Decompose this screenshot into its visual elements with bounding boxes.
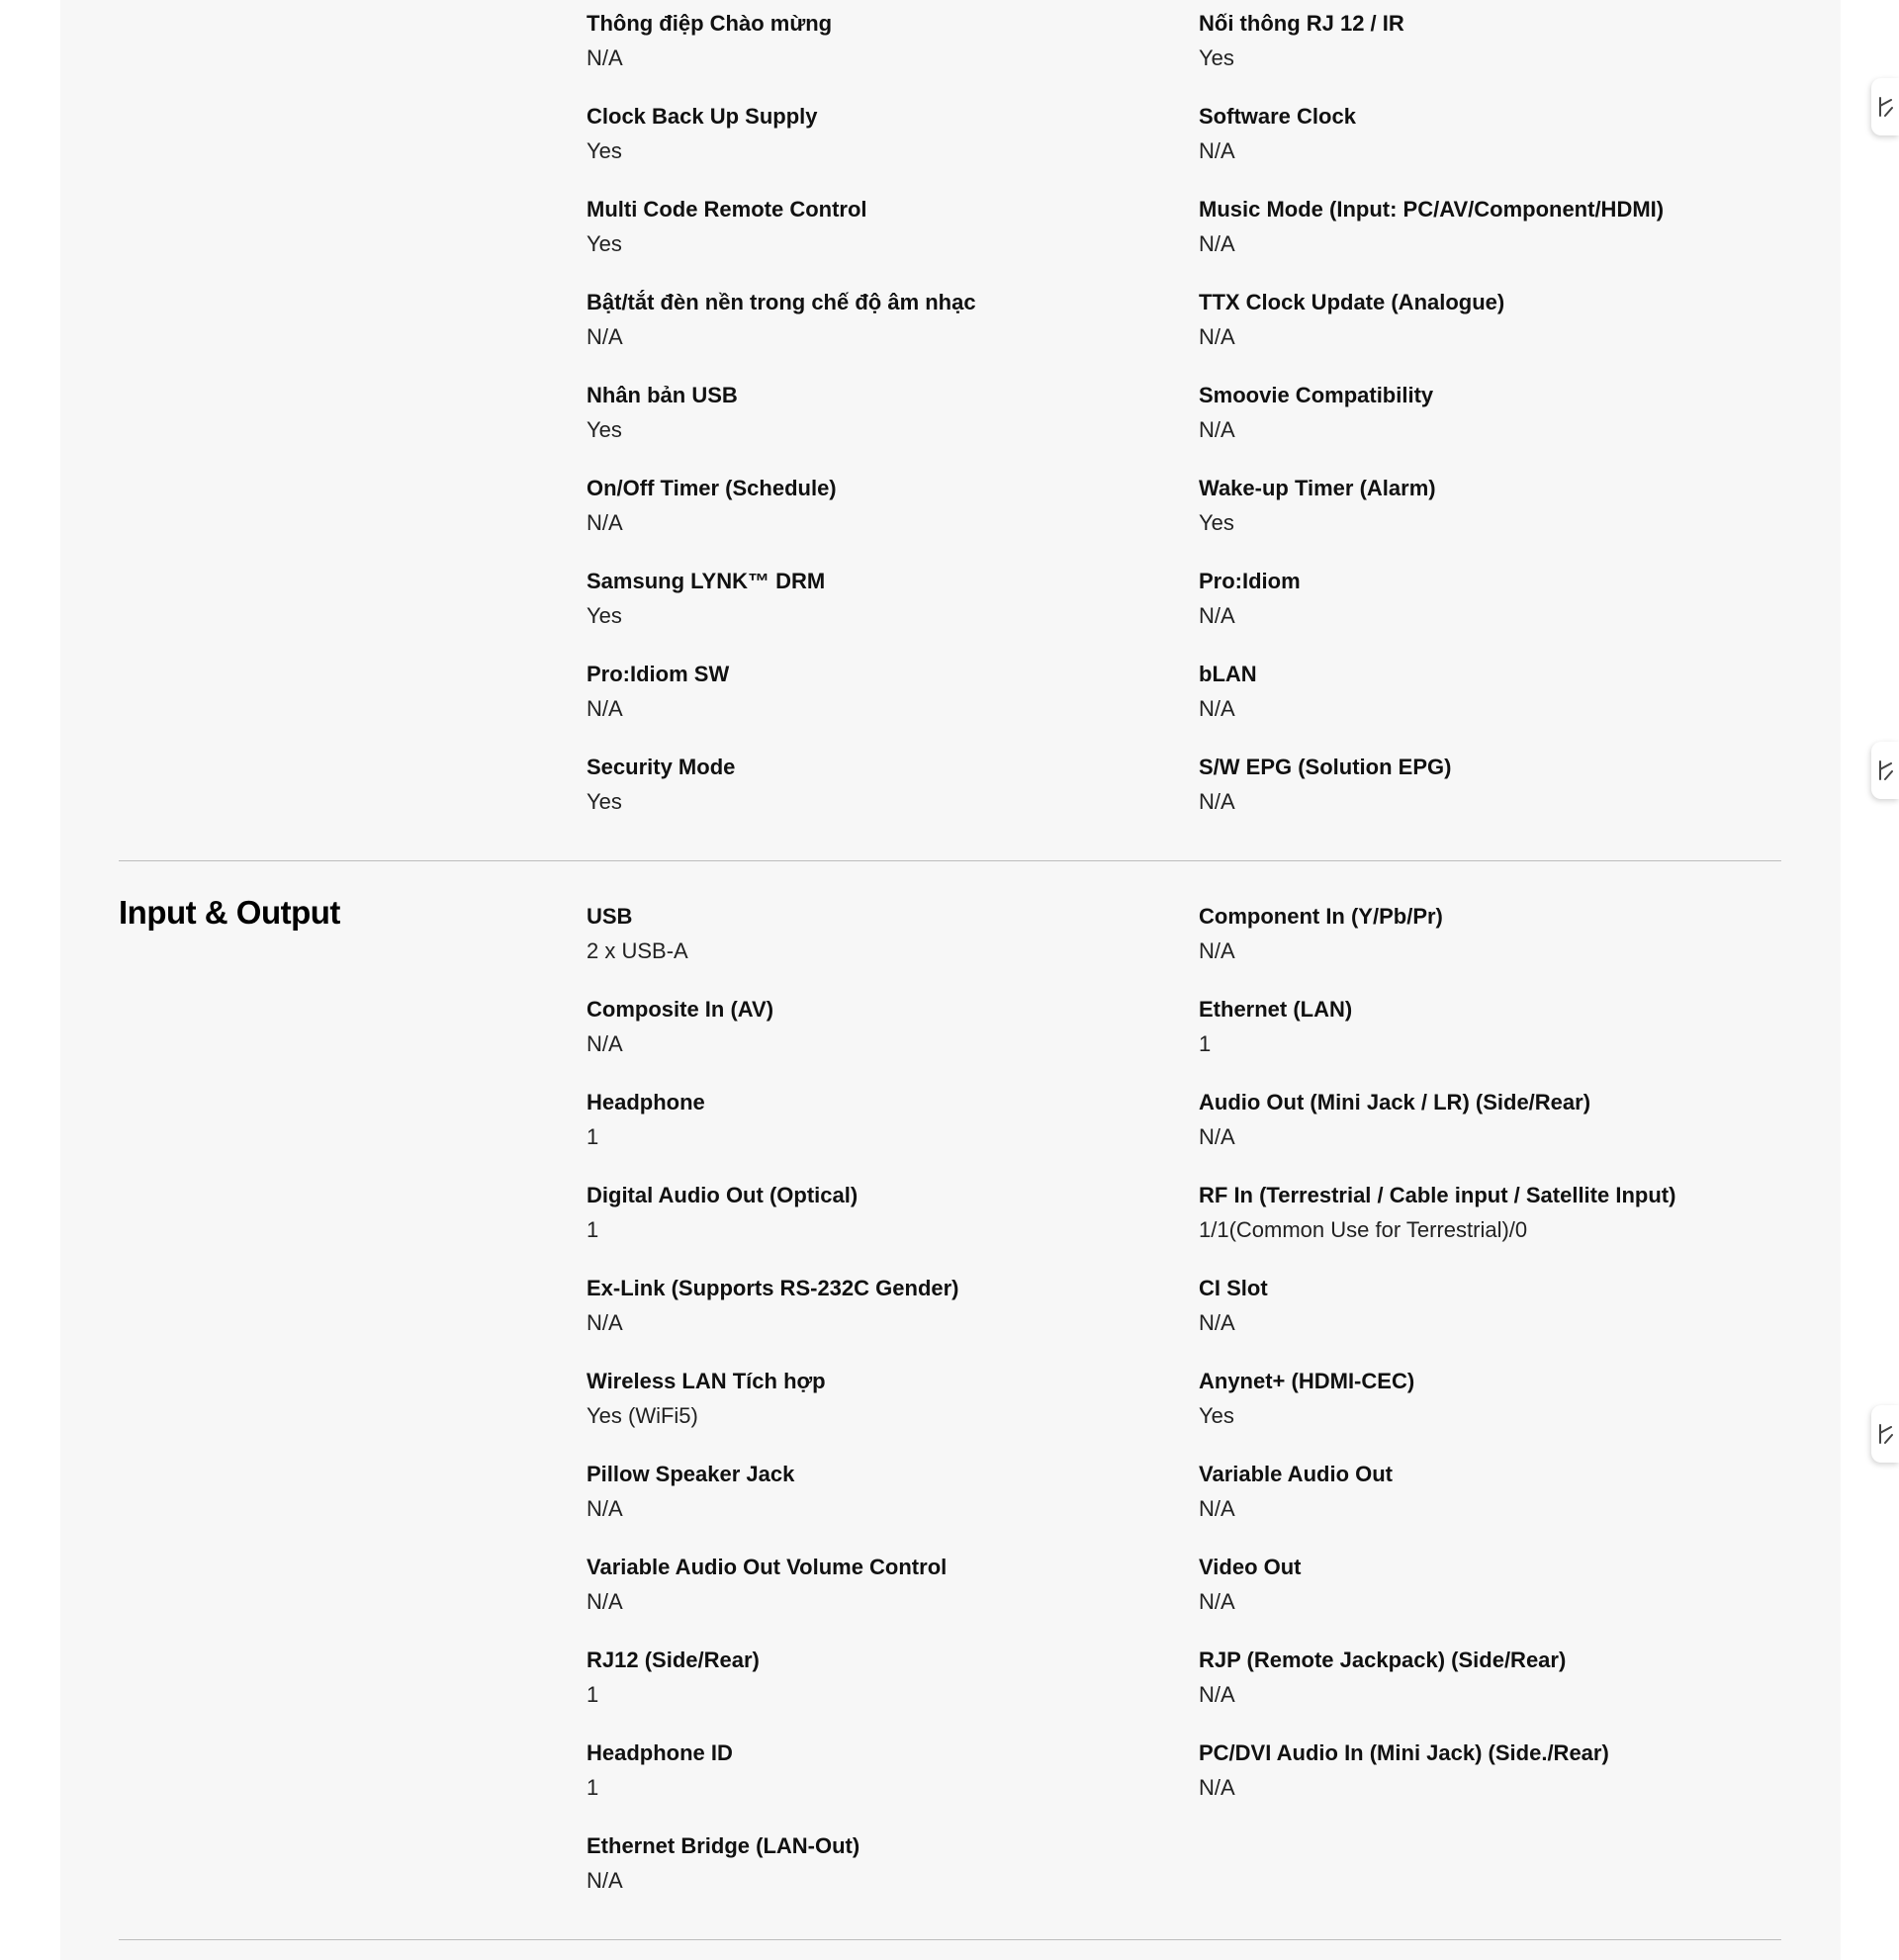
spec-item: [587, 661, 1160, 723]
spec-value: N/A: [1199, 1310, 1235, 1335]
spec-value: 1: [587, 1682, 599, 1707]
spec-name: USB: [587, 904, 633, 929]
spec-value: N/A: [1199, 603, 1235, 628]
spec-name: Wireless LAN Tích hợp: [587, 1369, 826, 1393]
spec-value: 1/1(Common Use for Terrestrial)/0: [1199, 1217, 1528, 1242]
spec-value: N/A: [1199, 1589, 1235, 1614]
spec-item: [587, 1275, 1160, 1337]
spec-name: Headphone: [587, 1090, 705, 1114]
spec-value: Yes: [587, 231, 622, 256]
spec-value: Yes: [587, 138, 622, 163]
spec-item: [587, 903, 1160, 965]
spec-name: Software Clock: [1199, 104, 1356, 129]
spec-item: [1199, 10, 1772, 72]
side-tab-compare[interactable]: [1871, 742, 1899, 799]
spec-name: Thông điệp Chào mừng: [587, 11, 833, 36]
spec-value: N/A: [1199, 696, 1235, 721]
spec-name: Wake-up Timer (Alarm): [1199, 476, 1436, 500]
spec-item: [1199, 754, 1772, 816]
spec-name: RJP (Remote Jackpack) (Side/Rear): [1199, 1648, 1567, 1672]
spec-item: [1199, 903, 1772, 965]
spec-value: Yes: [1199, 45, 1234, 70]
spec-name: Composite In (AV): [587, 997, 774, 1022]
compare-icon: [1877, 759, 1895, 781]
spec-name: Audio Out (Mini Jack / LR) (Side/Rear): [1199, 1090, 1591, 1114]
spec-item: [587, 754, 1160, 816]
spec-value: 1: [587, 1775, 599, 1800]
spec-item: [1199, 289, 1772, 351]
spec-value: N/A: [1199, 417, 1235, 442]
spec-name: Security Mode: [587, 755, 736, 779]
spec-name: Headphone ID: [587, 1740, 733, 1765]
spec-value: N/A: [587, 1868, 623, 1893]
spec-item: [587, 289, 1160, 351]
spec-item: [587, 1368, 1160, 1430]
spec-name: Bật/tắt đèn nền trong chế độ âm nhạc: [587, 290, 976, 314]
spec-item: [587, 1089, 1160, 1151]
spec-value: Yes: [587, 789, 622, 814]
compare-icon: [1877, 1423, 1895, 1445]
spec-value: 1: [587, 1217, 599, 1242]
side-tab-compare[interactable]: [1871, 1405, 1899, 1463]
spec-name: Pro:Idiom: [1199, 569, 1301, 593]
spec-item: [587, 1461, 1160, 1523]
spec-value: 2 x USB-A: [587, 938, 688, 963]
spec-value: N/A: [1199, 789, 1235, 814]
spec-item: [1199, 568, 1772, 630]
spec-value: N/A: [1199, 1682, 1235, 1707]
spec-value: 1: [1199, 1031, 1212, 1056]
spec-value: N/A: [1199, 1124, 1235, 1149]
spec-name: Component In (Y/Pb/Pr): [1199, 904, 1443, 929]
spec-item: [1199, 1368, 1772, 1430]
spec-name: Pillow Speaker Jack: [587, 1462, 795, 1486]
spec-name: RF In (Terrestrial / Cable input / Satellite Input): [1199, 1183, 1676, 1207]
spec-name: Digital Audio Out (Optical): [587, 1183, 859, 1207]
spec-item: [587, 103, 1160, 165]
spec-name: Samsung LYNK™ DRM: [587, 569, 826, 593]
spec-item: [1199, 196, 1772, 258]
spec-value: N/A: [587, 45, 623, 70]
spec-name: RJ12 (Side/Rear): [587, 1648, 760, 1672]
spec-item: [587, 1182, 1160, 1244]
spec-name: Anynet+ (HDMI-CEC): [1199, 1369, 1415, 1393]
spec-name: PC/DVI Audio In (Mini Jack) (Side./Rear): [1199, 1740, 1609, 1765]
spec-item: [587, 1832, 1160, 1895]
spec-value: Yes: [1199, 510, 1234, 535]
spec-name: Ex-Link (Supports RS-232C Gender): [587, 1276, 959, 1300]
spec-value: N/A: [587, 1496, 623, 1521]
spec-item: [1199, 1275, 1772, 1337]
spec-item: [1199, 1647, 1772, 1709]
spec-item: [587, 568, 1160, 630]
spec-name: Variable Audio Out: [1199, 1462, 1393, 1486]
spec-value: Yes: [1199, 1403, 1234, 1428]
spec-value: Yes: [587, 603, 622, 628]
spec-item: [1199, 1554, 1772, 1616]
spec-item: [1199, 475, 1772, 537]
spec-item: [587, 1739, 1160, 1802]
spec-item: [587, 1647, 1160, 1709]
spec-value: N/A: [587, 1310, 623, 1335]
spec-name: Video Out: [1199, 1555, 1302, 1579]
spec-name: Smoovie Compatibility: [1199, 383, 1434, 407]
spec-value: N/A: [1199, 938, 1235, 963]
spec-name: Nối thông RJ 12 / IR: [1199, 11, 1404, 36]
spec-value: N/A: [1199, 1775, 1235, 1800]
compare-icon: [1877, 96, 1895, 118]
spec-item: [587, 382, 1160, 444]
spec-item: [1199, 1089, 1772, 1151]
spec-name: Clock Back Up Supply: [587, 104, 818, 129]
spec-name: On/Off Timer (Schedule): [587, 476, 837, 500]
section-divider: [119, 1939, 1781, 1940]
spec-name: TTX Clock Update (Analogue): [1199, 290, 1505, 314]
spec-name: Multi Code Remote Control: [587, 197, 867, 222]
spec-item: [1199, 382, 1772, 444]
spec-name: Music Mode (Input: PC/AV/Component/HDMI): [1199, 197, 1665, 222]
spec-item: [587, 996, 1160, 1058]
spec-name: S/W EPG (Solution EPG): [1199, 755, 1452, 779]
spec-value: N/A: [587, 324, 623, 349]
spec-name: bLAN: [1199, 662, 1257, 686]
spec-value: Yes (WiFi5): [587, 1403, 698, 1428]
spec-name: Nhân bản USB: [587, 383, 738, 407]
spec-item: [1199, 103, 1772, 165]
spec-value: N/A: [587, 510, 623, 535]
spec-value: N/A: [1199, 138, 1235, 163]
spec-value: N/A: [587, 696, 623, 721]
spec-panel: [60, 0, 1841, 1960]
spec-value: N/A: [587, 1031, 623, 1056]
spec-name: Ethernet Bridge (LAN-Out): [587, 1833, 860, 1858]
spec-value: N/A: [1199, 1496, 1235, 1521]
spec-item: [587, 10, 1160, 72]
spec-name: Variable Audio Out Volume Control: [587, 1555, 948, 1579]
spec-item: [587, 196, 1160, 258]
spec-item: [1199, 1182, 1772, 1244]
spec-item: [1199, 661, 1772, 723]
section-divider: [119, 860, 1781, 861]
spec-value: 1: [587, 1124, 599, 1149]
spec-value: Yes: [587, 417, 622, 442]
spec-value: N/A: [1199, 231, 1235, 256]
spec-name: CI Slot: [1199, 1276, 1268, 1300]
spec-item: [1199, 1739, 1772, 1802]
spec-value: N/A: [1199, 324, 1235, 349]
spec-item: [587, 475, 1160, 537]
section-title: Input & Output: [119, 894, 340, 931]
side-tab-compare[interactable]: [1871, 78, 1899, 135]
spec-value: N/A: [587, 1589, 623, 1614]
spec-item: [1199, 996, 1772, 1058]
spec-item: [1199, 1461, 1772, 1523]
spec-name: Ethernet (LAN): [1199, 997, 1353, 1022]
spec-name: Pro:Idiom SW: [587, 662, 730, 686]
spec-item: [587, 1554, 1160, 1616]
